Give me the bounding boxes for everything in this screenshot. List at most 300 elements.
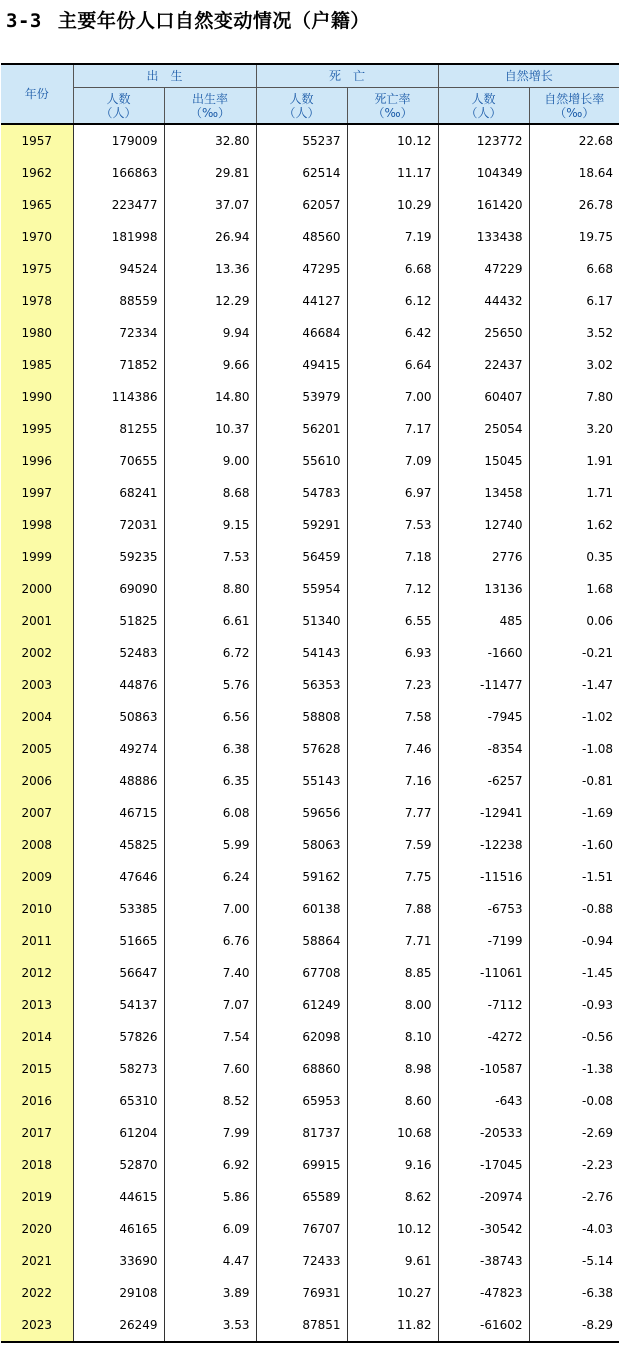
birth-rate-cell: 7.99 [164,1117,256,1149]
growth-rate-cell: 6.68 [529,253,619,285]
death-rate-cell: 8.00 [347,989,438,1021]
births-cell: 72031 [73,509,164,541]
births-cell: 70655 [73,445,164,477]
table-row [1,573,619,605]
births-cell: 56647 [73,957,164,989]
deaths-cell: 54783 [256,477,347,509]
deaths-cell: 57628 [256,733,347,765]
growth-cell: 44432 [438,285,529,317]
population-table [1,63,619,1343]
death-rate-cell: 7.00 [347,381,438,413]
page-title [6,6,370,33]
death-rate-cell: 6.64 [347,349,438,381]
birth-rate-cell: 7.07 [164,989,256,1021]
deaths-cell: 53979 [256,381,347,413]
death-rate-cell: 7.19 [347,221,438,253]
year-cell: 1985 [1,349,73,381]
year-cell: 2011 [1,925,73,957]
year-cell: 2002 [1,637,73,669]
birth-rate-header: 出生率 （‰） [164,88,256,125]
deaths-cell: 55610 [256,445,347,477]
natural-growth-group-header: 自然增长 [438,64,619,88]
growth-rate-cell: 22.68 [529,124,619,157]
death-rate-cell: 8.60 [347,1085,438,1117]
growth-rate-cell: -1.38 [529,1053,619,1085]
deaths-cell: 61249 [256,989,347,1021]
growth-rate-cell: -0.81 [529,765,619,797]
table-row [1,925,619,957]
death-rate-cell: 7.17 [347,413,438,445]
table-row [1,157,619,189]
growth-rate-cell: -8.29 [529,1309,619,1342]
birth-rate-cell: 8.52 [164,1085,256,1117]
birth-rate-cell: 6.56 [164,701,256,733]
year-cell: 2020 [1,1213,73,1245]
births-cell: 33690 [73,1245,164,1277]
deaths-cell: 55237 [256,124,347,157]
births-count-header: 人数 （人） [73,88,164,125]
birth-rate-cell: 32.80 [164,124,256,157]
births-cell: 223477 [73,189,164,221]
births-cell: 166863 [73,157,164,189]
birth-rate-cell: 6.09 [164,1213,256,1245]
death-rate-cell: 8.10 [347,1021,438,1053]
births-cell: 94524 [73,253,164,285]
year-cell: 1998 [1,509,73,541]
year-cell: 2023 [1,1309,73,1342]
table-row [1,221,619,253]
growth-rate-cell: 3.52 [529,317,619,349]
deaths-count-header: 人数 （人） [256,88,347,125]
year-cell: 2014 [1,1021,73,1053]
growth-rate-cell: -1.60 [529,829,619,861]
births-cell: 50863 [73,701,164,733]
year-cell: 1996 [1,445,73,477]
birth-rate-cell: 8.80 [164,573,256,605]
growth-rate-cell: 1.62 [529,509,619,541]
deaths-cell: 54143 [256,637,347,669]
table-row [1,893,619,925]
growth-cell: 22437 [438,349,529,381]
table-row [1,445,619,477]
year-cell: 2021 [1,1245,73,1277]
year-cell: 2022 [1,1277,73,1309]
deaths-cell: 65589 [256,1181,347,1213]
death-rate-cell: 7.16 [347,765,438,797]
death-rate-cell: 7.09 [347,445,438,477]
death-rate-cell: 7.18 [347,541,438,573]
births-cell: 45825 [73,829,164,861]
death-rate-cell: 7.77 [347,797,438,829]
growth-rate-cell: -1.69 [529,797,619,829]
growth-cell: -6257 [438,765,529,797]
deaths-cell: 62514 [256,157,347,189]
table-title: 主要年份人口自然变动情况（户籍） [57,10,370,32]
births-cell: 72334 [73,317,164,349]
death-rate-cell: 7.23 [347,669,438,701]
births-cell: 81255 [73,413,164,445]
births-cell: 88559 [73,285,164,317]
births-cell: 52483 [73,637,164,669]
deaths-cell: 65953 [256,1085,347,1117]
death-rate-cell: 10.12 [347,1213,438,1245]
birth-rate-cell: 9.15 [164,509,256,541]
deaths-cell: 59162 [256,861,347,893]
year-cell: 2012 [1,957,73,989]
births-cell: 26249 [73,1309,164,1342]
death-rate-cell: 7.53 [347,509,438,541]
birth-rate-cell: 8.68 [164,477,256,509]
growth-rate-cell: -0.08 [529,1085,619,1117]
birth-rate-cell: 6.72 [164,637,256,669]
deaths-cell: 58864 [256,925,347,957]
year-cell: 2017 [1,1117,73,1149]
table-row [1,1309,619,1342]
growth-rate-cell: 0.06 [529,605,619,637]
births-cell: 69090 [73,573,164,605]
growth-rate-cell: -0.93 [529,989,619,1021]
growth-cell: -4272 [438,1021,529,1053]
growth-rate-cell: 3.20 [529,413,619,445]
growth-rate-cell: -1.02 [529,701,619,733]
growth-rate-cell: 3.02 [529,349,619,381]
births-cell: 52870 [73,1149,164,1181]
birth-rate-cell: 3.89 [164,1277,256,1309]
deaths-cell: 58808 [256,701,347,733]
table-row [1,1117,619,1149]
year-cell: 2007 [1,797,73,829]
birth-rate-cell: 9.66 [164,349,256,381]
death-rate-cell: 6.97 [347,477,438,509]
year-cell: 2003 [1,669,73,701]
birth-rate-cell: 6.76 [164,925,256,957]
death-rate-cell: 6.42 [347,317,438,349]
birth-rate-cell: 9.00 [164,445,256,477]
births-cell: 65310 [73,1085,164,1117]
growth-cell: -7112 [438,989,529,1021]
growth-rate-cell: -1.08 [529,733,619,765]
table-row [1,957,619,989]
birth-rate-cell: 7.53 [164,541,256,573]
year-cell: 2001 [1,605,73,637]
death-rate-cell: 7.59 [347,829,438,861]
growth-rate-cell: 0.35 [529,541,619,573]
deaths-cell: 55954 [256,573,347,605]
table-row [1,253,619,285]
growth-cell: 25054 [438,413,529,445]
death-rate-cell: 6.55 [347,605,438,637]
table-row [1,1245,619,1277]
growth-cell: -11477 [438,669,529,701]
table-row [1,797,619,829]
deaths-cell: 59291 [256,509,347,541]
growth-cell: 2776 [438,541,529,573]
birth-rate-cell: 6.35 [164,765,256,797]
year-cell: 2010 [1,893,73,925]
year-cell: 2015 [1,1053,73,1085]
birth-rate-cell: 5.99 [164,829,256,861]
table-row [1,477,619,509]
growth-rate-cell: -0.94 [529,925,619,957]
deaths-cell: 59656 [256,797,347,829]
deaths-cell: 68860 [256,1053,347,1085]
births-cell: 181998 [73,221,164,253]
deaths-cell: 49415 [256,349,347,381]
birth-rate-cell: 7.40 [164,957,256,989]
births-cell: 68241 [73,477,164,509]
growth-cell: 47229 [438,253,529,285]
year-cell: 2009 [1,861,73,893]
year-cell: 2019 [1,1181,73,1213]
year-cell: 1990 [1,381,73,413]
death-rate-cell: 7.58 [347,701,438,733]
deaths-cell: 48560 [256,221,347,253]
growth-rate-cell: 19.75 [529,221,619,253]
growth-cell: -12941 [438,797,529,829]
year-cell: 1965 [1,189,73,221]
deaths-cell: 72433 [256,1245,347,1277]
death-rate-cell: 11.82 [347,1309,438,1342]
growth-rate-cell: -0.88 [529,893,619,925]
header-row-groups [1,64,619,88]
table-row [1,509,619,541]
year-cell: 1957 [1,124,73,157]
growth-count-header: 人数 （人） [438,88,529,125]
death-rate-cell: 10.68 [347,1117,438,1149]
births-cell: 51825 [73,605,164,637]
growth-cell: -7945 [438,701,529,733]
table-row [1,541,619,573]
births-cell: 53385 [73,893,164,925]
growth-rate-cell: -2.23 [529,1149,619,1181]
year-cell: 1995 [1,413,73,445]
year-cell: 2006 [1,765,73,797]
births-cell: 46715 [73,797,164,829]
births-cell: 44876 [73,669,164,701]
growth-cell: 104349 [438,157,529,189]
growth-cell: -20974 [438,1181,529,1213]
table-number: 3-3 [6,10,42,32]
births-cell: 29108 [73,1277,164,1309]
table-row [1,1021,619,1053]
growth-rate-cell: 1.91 [529,445,619,477]
death-rate-header: 死亡率 （‰） [347,88,438,125]
growth-cell: -20533 [438,1117,529,1149]
growth-rate-cell: -5.14 [529,1245,619,1277]
growth-rate-header: 自然增长率 （‰） [529,88,619,125]
table-row [1,861,619,893]
growth-cell: -17045 [438,1149,529,1181]
growth-rate-cell: -1.45 [529,957,619,989]
table-row [1,285,619,317]
year-cell: 2008 [1,829,73,861]
birth-rate-cell: 10.37 [164,413,256,445]
growth-cell: 13136 [438,573,529,605]
year-cell: 2005 [1,733,73,765]
death-rate-cell: 7.75 [347,861,438,893]
growth-cell: -11061 [438,957,529,989]
deaths-cell: 51340 [256,605,347,637]
death-rate-cell: 7.71 [347,925,438,957]
deaths-cell: 55143 [256,765,347,797]
death-rate-cell: 7.12 [347,573,438,605]
birth-rate-cell: 6.24 [164,861,256,893]
table-row [1,317,619,349]
table-row [1,124,619,157]
deaths-cell: 46684 [256,317,347,349]
growth-cell: -7199 [438,925,529,957]
year-cell: 2013 [1,989,73,1021]
birth-rate-cell: 6.38 [164,733,256,765]
birth-rate-cell: 14.80 [164,381,256,413]
growth-cell: 15045 [438,445,529,477]
death-rate-cell: 8.85 [347,957,438,989]
growth-rate-cell: 7.80 [529,381,619,413]
birth-rate-cell: 7.60 [164,1053,256,1085]
death-rate-cell: 6.93 [347,637,438,669]
deaths-cell: 69915 [256,1149,347,1181]
growth-rate-cell: -0.21 [529,637,619,669]
birth-rate-cell: 9.94 [164,317,256,349]
birth-rate-cell: 4.47 [164,1245,256,1277]
year-cell: 1962 [1,157,73,189]
year-cell: 2000 [1,573,73,605]
year-cell: 1970 [1,221,73,253]
births-cell: 54137 [73,989,164,1021]
deaths-cell: 47295 [256,253,347,285]
birth-rate-cell: 6.61 [164,605,256,637]
year-cell: 2016 [1,1085,73,1117]
growth-rate-cell: -2.76 [529,1181,619,1213]
year-cell: 1980 [1,317,73,349]
year-cell: 1975 [1,253,73,285]
death-rate-cell: 8.98 [347,1053,438,1085]
birth-rate-cell: 29.81 [164,157,256,189]
birth-rate-cell: 12.29 [164,285,256,317]
deaths-cell: 60138 [256,893,347,925]
death-rate-cell: 10.12 [347,124,438,157]
growth-cell: -10587 [438,1053,529,1085]
births-cell: 58273 [73,1053,164,1085]
death-rate-cell: 9.16 [347,1149,438,1181]
growth-cell: 133438 [438,221,529,253]
growth-rate-cell: -0.56 [529,1021,619,1053]
table-row [1,989,619,1021]
deaths-cell: 62098 [256,1021,347,1053]
growth-rate-cell: 1.71 [529,477,619,509]
deaths-cell: 56459 [256,541,347,573]
growth-rate-cell: -1.51 [529,861,619,893]
table-row [1,1213,619,1245]
growth-cell: -47823 [438,1277,529,1309]
deaths-cell: 62057 [256,189,347,221]
growth-cell: 485 [438,605,529,637]
births-cell: 179009 [73,124,164,157]
growth-cell: -61602 [438,1309,529,1342]
table-body [1,124,619,1342]
growth-rate-cell: -1.47 [529,669,619,701]
year-cell: 2004 [1,701,73,733]
deaths-cell: 76931 [256,1277,347,1309]
growth-cell: -11516 [438,861,529,893]
growth-cell: -1660 [438,637,529,669]
table-row [1,829,619,861]
deaths-cell: 67708 [256,957,347,989]
year-cell: 1997 [1,477,73,509]
death-rate-cell: 9.61 [347,1245,438,1277]
growth-rate-cell: 26.78 [529,189,619,221]
birth-rate-cell: 6.92 [164,1149,256,1181]
birth-rate-cell: 13.36 [164,253,256,285]
table-row [1,669,619,701]
growth-cell: 13458 [438,477,529,509]
growth-cell: -12238 [438,829,529,861]
birth-rate-cell: 7.00 [164,893,256,925]
deaths-cell: 58063 [256,829,347,861]
growth-cell: -8354 [438,733,529,765]
births-group-header: 出 生 [73,64,256,88]
deaths-cell: 56353 [256,669,347,701]
year-cell: 1978 [1,285,73,317]
death-rate-cell: 11.17 [347,157,438,189]
growth-cell: 60407 [438,381,529,413]
table-row [1,1277,619,1309]
births-cell: 44615 [73,1181,164,1213]
death-rate-cell: 10.27 [347,1277,438,1309]
table-row [1,1053,619,1085]
year-cell: 1999 [1,541,73,573]
death-rate-cell: 6.12 [347,285,438,317]
growth-cell: -643 [438,1085,529,1117]
deaths-group-header: 死 亡 [256,64,438,88]
growth-rate-cell: 1.68 [529,573,619,605]
table-row [1,1085,619,1117]
table-row [1,637,619,669]
table-row [1,765,619,797]
table-row [1,1181,619,1213]
births-cell: 57826 [73,1021,164,1053]
births-cell: 47646 [73,861,164,893]
year-cell: 2018 [1,1149,73,1181]
table-row [1,1149,619,1181]
growth-cell: -38743 [438,1245,529,1277]
birth-rate-cell: 5.76 [164,669,256,701]
births-cell: 46165 [73,1213,164,1245]
birth-rate-cell: 5.86 [164,1181,256,1213]
births-cell: 48886 [73,765,164,797]
table-row [1,733,619,765]
births-cell: 71852 [73,349,164,381]
death-rate-cell: 8.62 [347,1181,438,1213]
death-rate-cell: 10.29 [347,189,438,221]
deaths-cell: 56201 [256,413,347,445]
table-row [1,189,619,221]
birth-rate-cell: 7.54 [164,1021,256,1053]
death-rate-cell: 7.46 [347,733,438,765]
table-row [1,605,619,637]
growth-cell: 123772 [438,124,529,157]
deaths-cell: 44127 [256,285,347,317]
growth-rate-cell: -4.03 [529,1213,619,1245]
births-cell: 51665 [73,925,164,957]
deaths-cell: 81737 [256,1117,347,1149]
table-row [1,701,619,733]
birth-rate-cell: 37.07 [164,189,256,221]
births-cell: 61204 [73,1117,164,1149]
birth-rate-cell: 3.53 [164,1309,256,1342]
growth-rate-cell: 18.64 [529,157,619,189]
growth-rate-cell: -6.38 [529,1277,619,1309]
